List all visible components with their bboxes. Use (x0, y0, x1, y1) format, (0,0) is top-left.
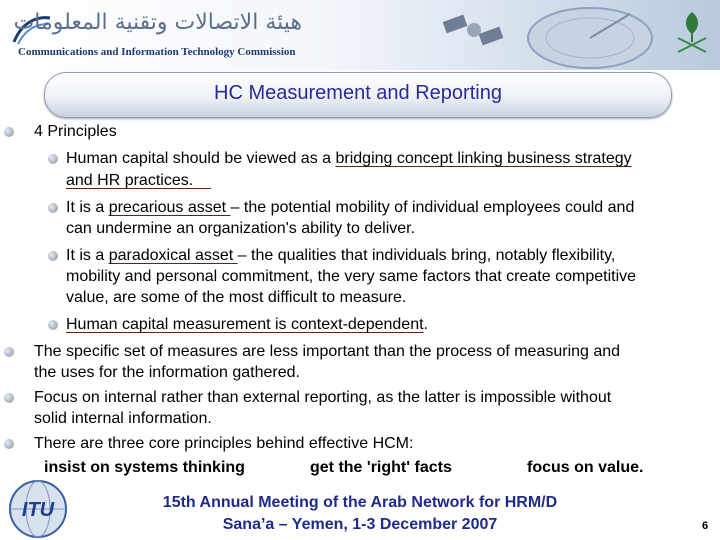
sub-bullet-precarious-line2: can undermine an organization's ability to deliver. (66, 220, 416, 237)
sub-bullet-context: Human capital measurement is context-dependent. (66, 316, 428, 333)
bullet-dot (4, 439, 14, 449)
slide-title: HC Measurement and Reporting (214, 82, 502, 104)
page-number: 6 (702, 520, 709, 532)
itu-logo-text: ITU (21, 499, 55, 521)
core-principle-3: focus on value. (527, 459, 644, 476)
bullet-dot (4, 347, 14, 357)
citc-logo (12, 10, 312, 62)
sub-bullet-paradoxical-line3: value, are some of the most difficult to measure. (66, 289, 407, 306)
footer-event: 15th Annual Meeting of the Arab Network for HRM/D (162, 494, 558, 511)
footer-location: Sana’a – Yemen, 1-3 December 2007 (222, 516, 498, 533)
sub-bullet-paradoxical-line2: mobility and personal commitment, the very same factors that create competitive (66, 268, 637, 285)
header-banner (0, 0, 720, 70)
core-principle-1: insist on systems thinking (44, 459, 245, 476)
sub-bullet-precarious: It is a precarious asset – the potential mobility of individual employees could and (66, 199, 635, 216)
bullet-dot (4, 127, 14, 137)
bullet-internal: Focus on internal rather than external reporting, as the latter is impossible without (34, 389, 612, 406)
sub-bullet-bridging: Human capital should be viewed as a bridging concept linking business strategy (66, 150, 632, 167)
saudi-emblem-icon (672, 8, 712, 56)
sub-bullet-dot (48, 154, 58, 164)
bullet-dot (4, 393, 14, 403)
sub-bullet-dot (48, 320, 58, 330)
bullet-internal-line2: solid internal information. (34, 410, 212, 427)
bullet-measures: The specific set of measures are less important than the process of measuring and (34, 343, 621, 360)
title-bar (44, 72, 672, 118)
bullet-principles: 4 Principles (34, 123, 117, 140)
satellite-icon (440, 8, 510, 58)
bullet-core: There are three core principles behind effective HCM: (34, 435, 414, 452)
core-principle-2: get the 'right' facts (310, 459, 452, 476)
sub-bullet-paradoxical: It is a paradoxical asset – the qualities that individuals bring, notably flexibility, (66, 247, 616, 264)
satellite-dish-icon (520, 2, 660, 70)
sub-bullet-dot (48, 251, 58, 261)
logo-arabic-text: هيئة الاتصالات وتقنية المعلومات (13, 10, 302, 35)
logo-english-text: Communications and Information Technology Commission (18, 46, 296, 58)
sub-bullet-dot (48, 203, 58, 213)
bullet-measures-line2: the uses for the information gathered. (34, 364, 300, 381)
sub-bullet-bridging-line2: and HR practices. (66, 172, 211, 189)
